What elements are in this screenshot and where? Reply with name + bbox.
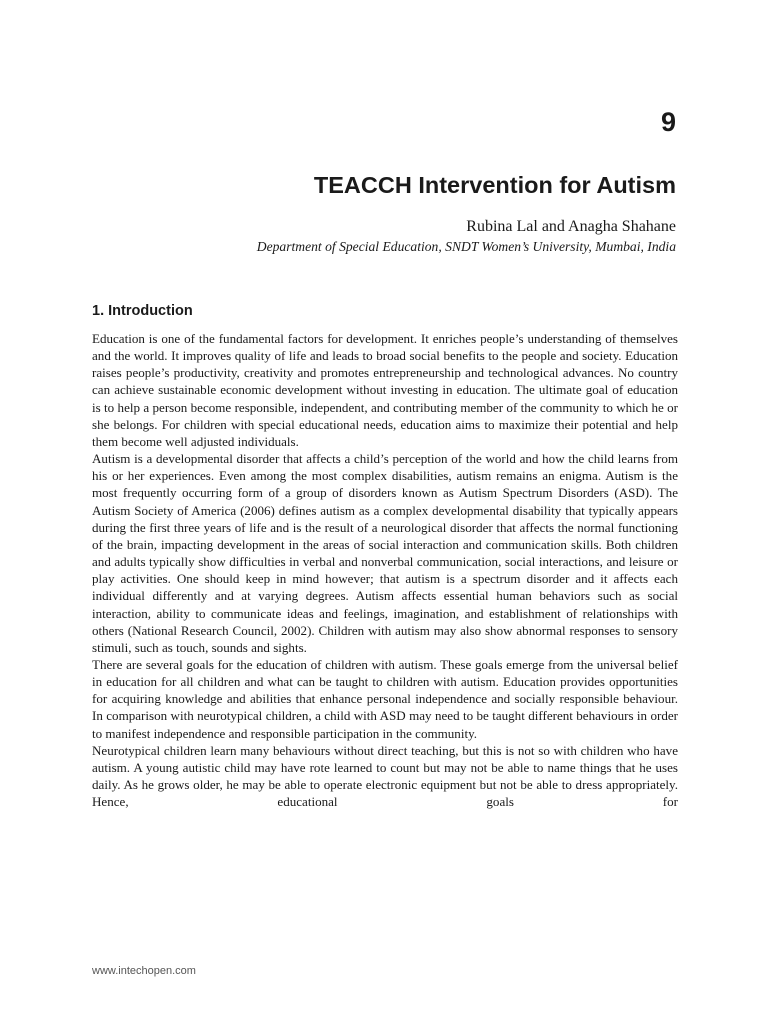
author-affiliation: Department of Special Education, SNDT Women’s University, Mumbai, India xyxy=(256,239,676,254)
body-paragraph: Neurotypical children learn many behaviours without direct teaching, but this is not so with children who have autism. A young autistic child may have rote learned to count but may not be able to name things that he uses daily. As he grows older, he may be able to operate electronic equipment but not be able to dress appropriately. Hence, educational goals for xyxy=(92,742,678,810)
footer-url: www.intechopen.com xyxy=(92,965,196,977)
section-body xyxy=(92,330,678,810)
body-paragraph: There are several goals for the education of children with autism. These goals emerge from the universal belief in education for all children and what can be taught to children with autism. Education provides opportunities for acquiring knowledge and abilities that enhance personal independence and socially responsible behaviour. In comparison with neurotypical children, a child with ASD may need to be taught different behaviours in order to manifest independence and responsible participation in the community. xyxy=(92,656,678,741)
chapter-authors: Rubina Lal and Anagha Shahane xyxy=(466,218,676,235)
body-paragraph: Education is one of the fundamental factors for development. It enriches people’s understanding of themselves and the world. It improves quality of life and leads to broad social benefits to the people and society. Education raises people’s productivity, creativity and promotes entrepreneurship and technological advances. No country can achieve sustainable economic development without investing in education. The ultimate goal of education is to help a person become responsible, independent, and contributing member of the community to which he or she belongs. For children with special educational needs, education aims to maximize their potential and help them become well adjusted individuals. xyxy=(92,331,678,449)
chapter-title: TEACCH Intervention for Autism xyxy=(313,172,676,198)
body-paragraph: Autism is a developmental disorder that affects a child’s perception of the world and how the child learns from his or her experiences. Even among the most complex disabilities, autism remains an enigma. Autism is the most frequently occurring form of a group of disorders known as Autism Spectrum Disorders (ASD). The Autism Society of America (2006) defines autism as a complex developmental disability that typically appears during the first three years of life and is the result of a neurological disorder that affects the normal functioning of the brain, impacting development in the areas of social interaction and communication skills. Both children and adults typically show difficulties in verbal and nonverbal communication, social interactions, and leisure or play activities. One should keep in mind however; that autism is a spectrum disorder and it affects each individual differently and at varying degrees. Autism affects essential human behaviors such as social interaction, ability to communicate ideas and feelings, imagination, and establishment of relationships with others (National Research Council, 2002). Children with autism may also show abnormal responses to sensory stimuli, such as touch, sounds and sights. xyxy=(92,451,678,655)
section-heading: 1. Introduction xyxy=(92,303,193,319)
chapter-number: 9 xyxy=(660,107,676,137)
